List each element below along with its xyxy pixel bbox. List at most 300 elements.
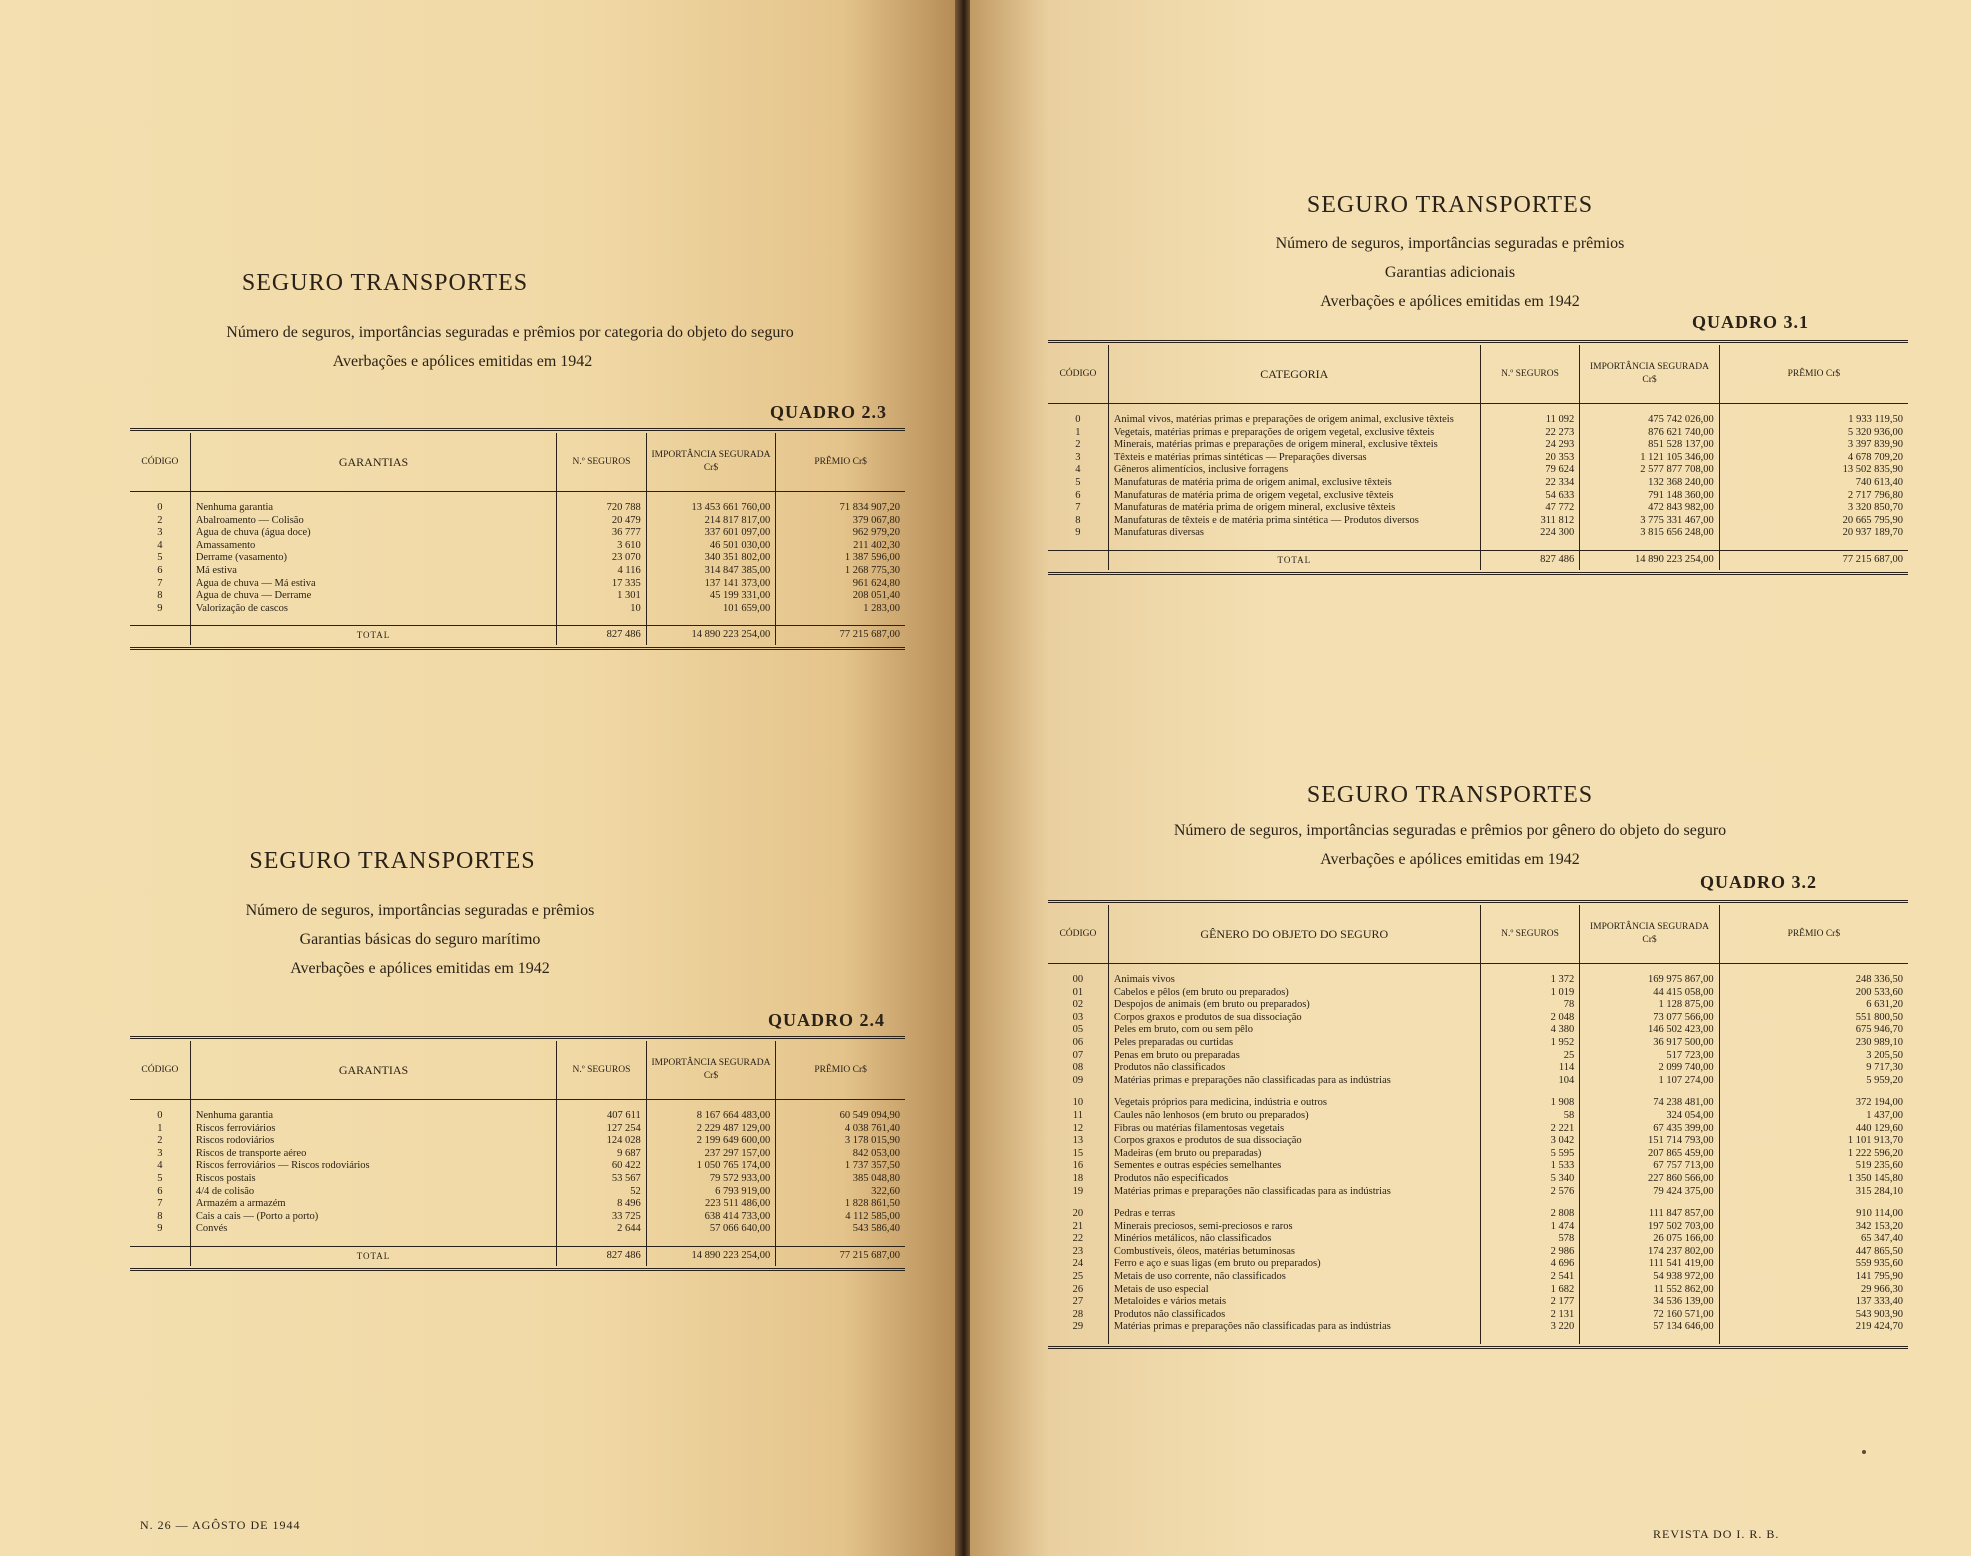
table-row (1048, 1160, 1908, 1173)
row-label: Vegetais, matérias primas e preparações de origem vegetal, exclusive têxteis (1108, 427, 1480, 440)
row-importancia: 67 435 399,00 (1580, 1123, 1719, 1136)
row-premio: 1 268 775,30 (776, 565, 905, 578)
header-seguros: N.º SEGUROS (557, 1041, 647, 1100)
group-spacer (130, 1100, 905, 1111)
spacer-cell (1048, 964, 1108, 975)
row-label: Amassamento (190, 540, 556, 553)
row-seguros: 52 (557, 1186, 647, 1199)
row-seguros: 1 019 (1480, 987, 1580, 1000)
row-seguros: 20 479 (557, 515, 647, 528)
row-seguros: 1 908 (1480, 1097, 1580, 1110)
row-label: 4/4 de colisão (190, 1186, 556, 1199)
row-label: Produtos não classificados (1108, 1062, 1480, 1075)
spacer-cell (1048, 540, 1108, 551)
row-code: 13 (1072, 1135, 1084, 1147)
row-importancia: 1 121 105 346,00 (1580, 452, 1719, 465)
section-q23-heading (130, 270, 890, 297)
row-code: 5 (157, 552, 163, 564)
row-label: Manufaturas de matéria prima de origem vegetal, exclusive têxteis (1108, 490, 1480, 503)
spacer-cell (646, 615, 776, 626)
total-row (1048, 550, 1908, 569)
spacer-cell (1048, 1087, 1108, 1097)
group-spacer (1048, 540, 1908, 551)
row-code: 19 (1072, 1185, 1084, 1197)
row-seguros: 4 116 (557, 565, 647, 578)
table-row (1048, 1024, 1908, 1037)
total-code-cell (130, 626, 190, 645)
row-code: 24 (1072, 1258, 1084, 1270)
table-row (1048, 439, 1908, 452)
table-row (130, 590, 905, 603)
q24-title: SEGURO TRANSPORTES (249, 848, 536, 874)
row-label: Abalroamento — Colisão (190, 515, 556, 528)
row-premio: 65 347,40 (1719, 1233, 1908, 1246)
q31-subtitle-3: Averbações e apólices emitidas em 1942 (1320, 293, 1580, 310)
header-category: GARANTIAS (190, 433, 556, 492)
row-seguros: 4 380 (1480, 1024, 1580, 1037)
table-row (1048, 1173, 1908, 1186)
row-seguros: 3 042 (1480, 1135, 1580, 1148)
table-row (1048, 1321, 1908, 1334)
row-label: Riscos postais (190, 1173, 556, 1186)
row-label: Corpos graxos e produtos de sua dissociação (1108, 1135, 1480, 1148)
header-codigo: CÓDIGO (130, 433, 190, 492)
row-seguros: 58 (1480, 1110, 1580, 1123)
q32-subtitle-2: Averbações e apólices emitidas em 1942 (1320, 851, 1580, 868)
row-importancia: 151 714 793,00 (1580, 1135, 1719, 1148)
row-label: Manufaturas diversas (1108, 527, 1480, 540)
table-row (1048, 490, 1908, 503)
row-seguros: 24 293 (1480, 439, 1580, 452)
header-premio: PRÊMIO Cr$ (776, 433, 905, 492)
row-premio: 1 933 119,50 (1719, 414, 1908, 427)
row-code: 7 (1075, 502, 1081, 514)
row-seguros: 5 340 (1480, 1173, 1580, 1186)
spacer-cell (1719, 1334, 1908, 1344)
row-premio: 385 048,80 (776, 1173, 905, 1186)
total-code-cell (130, 1246, 190, 1265)
q32-subtitle-1: Número de seguros, importâncias seguradas e prêmios por gênero do objeto do seguro (1173, 822, 1727, 839)
q24-subtitle-3: Averbações e apólices emitidas em 1942 (290, 960, 550, 977)
table-row (130, 603, 905, 616)
row-premio: 71 834 907,20 (776, 502, 905, 515)
row-importancia: 1 050 765 174,00 (646, 1160, 776, 1173)
row-code: 21 (1072, 1220, 1084, 1232)
q31-title: SEGURO TRANSPORTES (1306, 192, 1594, 218)
row-label: Minérios metálicos, não classificados (1108, 1233, 1480, 1246)
row-seguros: 5 595 (1480, 1148, 1580, 1161)
table-row (130, 1123, 905, 1136)
row-code: 25 (1072, 1271, 1084, 1283)
row-premio: 675 946,70 (1719, 1024, 1908, 1037)
row-premio: 219 424,70 (1719, 1321, 1908, 1334)
row-seguros: 47 772 (1480, 502, 1580, 515)
group-spacer (130, 492, 905, 503)
group-spacer (1048, 1334, 1908, 1344)
header-premio: PRÊMIO Cr$ (1719, 345, 1908, 404)
row-code: 3 (1075, 451, 1081, 463)
q31-table (1048, 340, 1908, 575)
row-label: Minerais, matérias primas e preparações de origem mineral, exclusive têxteis (1108, 439, 1480, 452)
row-premio: 315 284,10 (1719, 1186, 1908, 1199)
row-code: 2 (157, 514, 163, 526)
table-row (1048, 515, 1908, 528)
row-importancia: 227 860 566,00 (1580, 1173, 1719, 1186)
row-premio: 6 631,20 (1719, 999, 1908, 1012)
row-premio: 1 737 357,50 (776, 1160, 905, 1173)
spacer-cell (190, 1100, 556, 1111)
row-label: Nenhuma garantia (190, 502, 556, 515)
spacer-cell (1480, 540, 1580, 551)
row-label: Despojos de animais (em bruto ou preparados) (1108, 999, 1480, 1012)
spacer-cell (1048, 404, 1108, 415)
row-importancia: 791 148 360,00 (1580, 490, 1719, 503)
total-premio: 77 215 687,00 (776, 1246, 905, 1265)
row-code: 0 (157, 502, 163, 513)
row-label: Metais de uso corrente, não classificados (1108, 1271, 1480, 1284)
table-row (1048, 414, 1908, 427)
row-seguros: 2 986 (1480, 1246, 1580, 1259)
row-seguros: 9 687 (557, 1148, 647, 1161)
row-seguros: 2 221 (1480, 1123, 1580, 1136)
table-row (130, 552, 905, 565)
spacer-cell (1580, 1198, 1719, 1208)
total-premio: 77 215 687,00 (1719, 550, 1908, 569)
row-premio: 962 979,20 (776, 527, 905, 540)
row-importancia: 169 975 867,00 (1580, 974, 1719, 987)
row-premio: 208 051,40 (776, 590, 905, 603)
header-row (130, 1041, 905, 1100)
row-label: Combustíveis, óleos, matérias betuminosas (1108, 1246, 1480, 1259)
table-row (130, 527, 905, 540)
left-footer: N. 26 — AGÔSTO DE 1944 (140, 1518, 301, 1532)
group-spacer (130, 615, 905, 626)
q24-subtitle-1: Número de seguros, importâncias seguradas e prêmios (245, 902, 595, 919)
row-premio: 29 966,30 (1719, 1284, 1908, 1297)
row-code: 00 (1072, 974, 1084, 985)
row-label: Caules não lenhosos (em bruto ou preparados) (1108, 1110, 1480, 1123)
row-importancia: 340 351 802,00 (646, 552, 776, 565)
table-row (1048, 1050, 1908, 1063)
q24-subtitle-2: Garantias básicas do seguro marítimo (299, 931, 541, 948)
header-importancia: IMPORTÂNCIA SEGURADA Cr$ (1580, 905, 1719, 964)
row-premio: 740 613,40 (1719, 477, 1908, 490)
row-code: 8 (157, 1210, 163, 1222)
row-code: 4 (157, 1160, 163, 1172)
header-row (1048, 345, 1908, 404)
header-codigo: CÓDIGO (1048, 345, 1108, 404)
row-label: Má estiva (190, 565, 556, 578)
header-category: CATEGORIA (1108, 345, 1480, 404)
row-code: 9 (157, 602, 163, 614)
row-importancia: 36 917 500,00 (1580, 1037, 1719, 1050)
header-seguros: N.º SEGUROS (1480, 905, 1580, 964)
spacer-cell (1108, 1198, 1480, 1208)
row-seguros: 25 (1480, 1050, 1580, 1063)
table-row (1048, 502, 1908, 515)
row-seguros: 33 725 (557, 1211, 647, 1224)
row-premio: 3 205,50 (1719, 1050, 1908, 1063)
row-code: 01 (1072, 986, 1084, 998)
row-importancia: 1 128 875,00 (1580, 999, 1719, 1012)
spacer-cell (776, 1236, 905, 1247)
row-code: 07 (1072, 1049, 1084, 1061)
row-seguros: 311 812 (1480, 515, 1580, 528)
q31-heading (1050, 192, 1850, 219)
spacer-cell (557, 1236, 647, 1247)
row-label: Derrame (vasamento) (190, 552, 556, 565)
row-seguros: 1 301 (557, 590, 647, 603)
row-premio: 3 320 850,70 (1719, 502, 1908, 515)
row-code: 29 (1072, 1321, 1084, 1333)
row-label: Nenhuma garantia (190, 1110, 556, 1123)
table-row (1048, 452, 1908, 465)
row-seguros: 53 567 (557, 1173, 647, 1186)
row-label: Riscos ferroviários (190, 1123, 556, 1136)
q31-subtitle-2: Garantias adicionais (1384, 264, 1516, 281)
row-code: 0 (1075, 414, 1081, 425)
row-label: Matérias primas e preparações não classificadas para as indústrias (1108, 1321, 1480, 1334)
row-importancia: 44 415 058,00 (1580, 987, 1719, 1000)
row-premio: 1 828 861,50 (776, 1198, 905, 1211)
row-seguros: 3 220 (1480, 1321, 1580, 1334)
row-code: 5 (157, 1172, 163, 1184)
spacer-cell (1108, 1087, 1480, 1097)
row-label: Corpos graxos e produtos de sua dissociação (1108, 1012, 1480, 1025)
row-premio: 842 053,00 (776, 1148, 905, 1161)
spacer-cell (1580, 540, 1719, 551)
header-codigo: CÓDIGO (130, 1041, 190, 1100)
spacer-cell (130, 1236, 190, 1247)
group-spacer (130, 1236, 905, 1247)
spacer-cell (646, 1100, 776, 1111)
row-code: 18 (1072, 1172, 1084, 1184)
row-premio: 20 665 795,90 (1719, 515, 1908, 528)
q32-subtitles (1050, 816, 1850, 874)
table-row (1048, 1148, 1908, 1161)
spacer-cell (1719, 540, 1908, 551)
row-importancia: 174 237 802,00 (1580, 1246, 1719, 1259)
row-label: Valorização de cascos (190, 603, 556, 616)
header-row (130, 433, 905, 492)
row-importancia: 73 077 566,00 (1580, 1012, 1719, 1025)
header-seguros: N.º SEGUROS (557, 433, 647, 492)
total-seguros: 827 486 (557, 1246, 647, 1265)
total-seguros: 827 486 (1480, 550, 1580, 569)
spacer-cell (557, 615, 647, 626)
row-seguros: 1 372 (1480, 974, 1580, 987)
row-seguros: 4 696 (1480, 1258, 1580, 1271)
row-importancia: 1 107 274,00 (1580, 1075, 1719, 1088)
row-premio: 200 533,60 (1719, 987, 1908, 1000)
row-seguros: 22 334 (1480, 477, 1580, 490)
row-label: Manufaturas de matéria prima de origem mineral, exclusive têxteis (1108, 502, 1480, 515)
row-label: Água de chuva — Derrame (190, 590, 556, 603)
spacer-cell (557, 492, 647, 503)
header-category: GARANTIAS (190, 1041, 556, 1100)
row-code: 1 (157, 1122, 163, 1134)
row-code: 26 (1072, 1283, 1084, 1295)
row-importancia: 137 141 373,00 (646, 578, 776, 591)
spacer-cell (1480, 964, 1580, 975)
row-seguros: 124 028 (557, 1135, 647, 1148)
row-premio: 5 320 936,00 (1719, 427, 1908, 440)
header-seguros: N.º SEGUROS (1480, 345, 1580, 404)
spacer-cell (1580, 404, 1719, 415)
row-importancia: 324 054,00 (1580, 1110, 1719, 1123)
table-row (1048, 1309, 1908, 1322)
row-code: 11 (1072, 1109, 1083, 1121)
row-code: 10 (1072, 1097, 1084, 1109)
row-importancia: 74 238 481,00 (1580, 1097, 1719, 1110)
row-label: Matérias primas e preparações não classificadas para as indústrias (1108, 1075, 1480, 1088)
row-code: 9 (1075, 527, 1081, 539)
q32-title: SEGURO TRANSPORTES (1306, 782, 1594, 808)
row-seguros: 104 (1480, 1075, 1580, 1088)
row-label: Animal vivos, matérias primas e preparações de origem animal, exclusive têxteis (1108, 414, 1480, 427)
total-seguros: 827 486 (557, 626, 647, 645)
header-category: GÊNERO DO OBJETO DO SEGURO (1108, 905, 1480, 964)
spacer-cell (1048, 1334, 1108, 1344)
row-code: 09 (1072, 1074, 1084, 1086)
row-importancia: 67 757 713,00 (1580, 1160, 1719, 1173)
row-seguros: 578 (1480, 1233, 1580, 1246)
table-row (1048, 1110, 1908, 1123)
table-row (130, 1223, 905, 1236)
row-premio: 60 549 094,90 (776, 1110, 905, 1123)
row-code: 8 (157, 590, 163, 602)
row-label: Riscos ferroviários — Riscos rodoviários (190, 1160, 556, 1173)
table-row (1048, 1271, 1908, 1284)
row-label: Fibras ou matérias filamentosas vegetais (1108, 1123, 1480, 1136)
q23-quadro-label: QUADRO 2.3 (770, 402, 887, 422)
total-label: TOTAL (190, 626, 556, 645)
row-importancia: 638 414 733,00 (646, 1211, 776, 1224)
table-row (130, 1186, 905, 1199)
row-code: 03 (1072, 1011, 1084, 1023)
row-seguros: 8 496 (557, 1198, 647, 1211)
row-importancia: 132 368 240,00 (1580, 477, 1719, 490)
header-codigo: CÓDIGO (1048, 905, 1108, 964)
row-code: 27 (1072, 1296, 1084, 1308)
row-code: 5 (1075, 476, 1081, 488)
row-premio: 551 800,50 (1719, 1012, 1908, 1025)
row-importancia: 111 541 419,00 (1580, 1258, 1719, 1271)
header-premio: PRÊMIO Cr$ (776, 1041, 905, 1100)
q31-quadro-label: QUADRO 3.1 (1692, 312, 1809, 332)
row-importancia: 237 297 157,00 (646, 1148, 776, 1161)
table-row (1048, 527, 1908, 540)
row-premio: 322,60 (776, 1186, 905, 1199)
row-label: Metaloides e vários metais (1108, 1296, 1480, 1309)
row-code: 3 (157, 527, 163, 539)
spacer-cell (1480, 1334, 1580, 1344)
spacer-cell (130, 492, 190, 503)
row-importancia: 223 511 486,00 (646, 1198, 776, 1211)
table-row (1048, 477, 1908, 490)
right-page (970, 0, 1971, 1556)
row-importancia: 34 536 139,00 (1580, 1296, 1719, 1309)
row-code: 05 (1072, 1024, 1084, 1036)
total-row (130, 1246, 905, 1265)
row-importancia: 2 199 649 600,00 (646, 1135, 776, 1148)
row-label: Vegetais próprios para medicina, indústria e outros (1108, 1097, 1480, 1110)
row-importancia: 57 134 646,00 (1580, 1321, 1719, 1334)
row-label: Armazém a armazém (190, 1198, 556, 1211)
row-seguros: 2 048 (1480, 1012, 1580, 1025)
table-row (1048, 1123, 1908, 1136)
spacer-cell (1719, 964, 1908, 975)
row-premio: 447 865,50 (1719, 1246, 1908, 1259)
table-row (130, 515, 905, 528)
row-seguros: 2 576 (1480, 1186, 1580, 1199)
row-seguros: 60 422 (557, 1160, 647, 1173)
row-code: 4 (1075, 464, 1081, 476)
spacer-cell (646, 492, 776, 503)
spacer-cell (1108, 540, 1480, 551)
row-seguros: 2 131 (1480, 1309, 1580, 1322)
header-importancia: IMPORTÂNCIA SEGURADA Cr$ (646, 1041, 776, 1100)
spacer-cell (646, 1236, 776, 1247)
row-code: 12 (1072, 1122, 1084, 1134)
table-row (130, 540, 905, 553)
table-row (1048, 1075, 1908, 1088)
table-row (1048, 1037, 1908, 1050)
row-importancia: 79 572 933,00 (646, 1173, 776, 1186)
row-seguros: 23 070 (557, 552, 647, 565)
group-spacer (1048, 1087, 1908, 1097)
row-importancia: 54 938 972,00 (1580, 1271, 1719, 1284)
spacer-cell (190, 1236, 556, 1247)
total-label: TOTAL (190, 1246, 556, 1265)
row-label: Convés (190, 1223, 556, 1236)
row-code: 22 (1072, 1233, 1084, 1245)
row-premio: 5 959,20 (1719, 1075, 1908, 1088)
spacer-cell (130, 615, 190, 626)
row-premio: 543 586,40 (776, 1223, 905, 1236)
total-label: TOTAL (1108, 550, 1480, 569)
table-row (1048, 1233, 1908, 1246)
row-importancia: 876 621 740,00 (1580, 427, 1719, 440)
row-code: 20 (1072, 1208, 1084, 1220)
spacer-cell (1580, 1334, 1719, 1344)
row-code: 2 (157, 1135, 163, 1147)
row-seguros: 2 808 (1480, 1208, 1580, 1221)
spacer-cell (776, 1100, 905, 1111)
row-label: Sementes e outras espécies semelhantes (1108, 1160, 1480, 1173)
header-importancia: IMPORTÂNCIA SEGURADA Cr$ (646, 433, 776, 492)
row-importancia: 314 847 385,00 (646, 565, 776, 578)
row-seguros: 407 611 (557, 1110, 647, 1123)
row-label: Metais de uso especial (1108, 1284, 1480, 1297)
q32-quadro-label: QUADRO 3.2 (1700, 872, 1817, 892)
table-row (1048, 1012, 1908, 1025)
row-importancia: 2 577 877 708,00 (1580, 464, 1719, 477)
total-code-cell (1048, 550, 1108, 569)
table-row (1048, 1284, 1908, 1297)
row-importancia: 3 815 656 248,00 (1580, 527, 1719, 540)
row-label: Peles preparadas ou curtidas (1108, 1037, 1480, 1050)
row-code: 08 (1072, 1062, 1084, 1074)
row-premio: 230 989,10 (1719, 1037, 1908, 1050)
row-importancia: 45 199 331,00 (646, 590, 776, 603)
table-row (1048, 1221, 1908, 1234)
row-premio: 4 678 709,20 (1719, 452, 1908, 465)
table-row (1048, 974, 1908, 987)
row-code: 28 (1072, 1308, 1084, 1320)
row-importancia: 337 601 097,00 (646, 527, 776, 540)
row-label: Minerais preciosos, semi-preciosos e raros (1108, 1221, 1480, 1234)
